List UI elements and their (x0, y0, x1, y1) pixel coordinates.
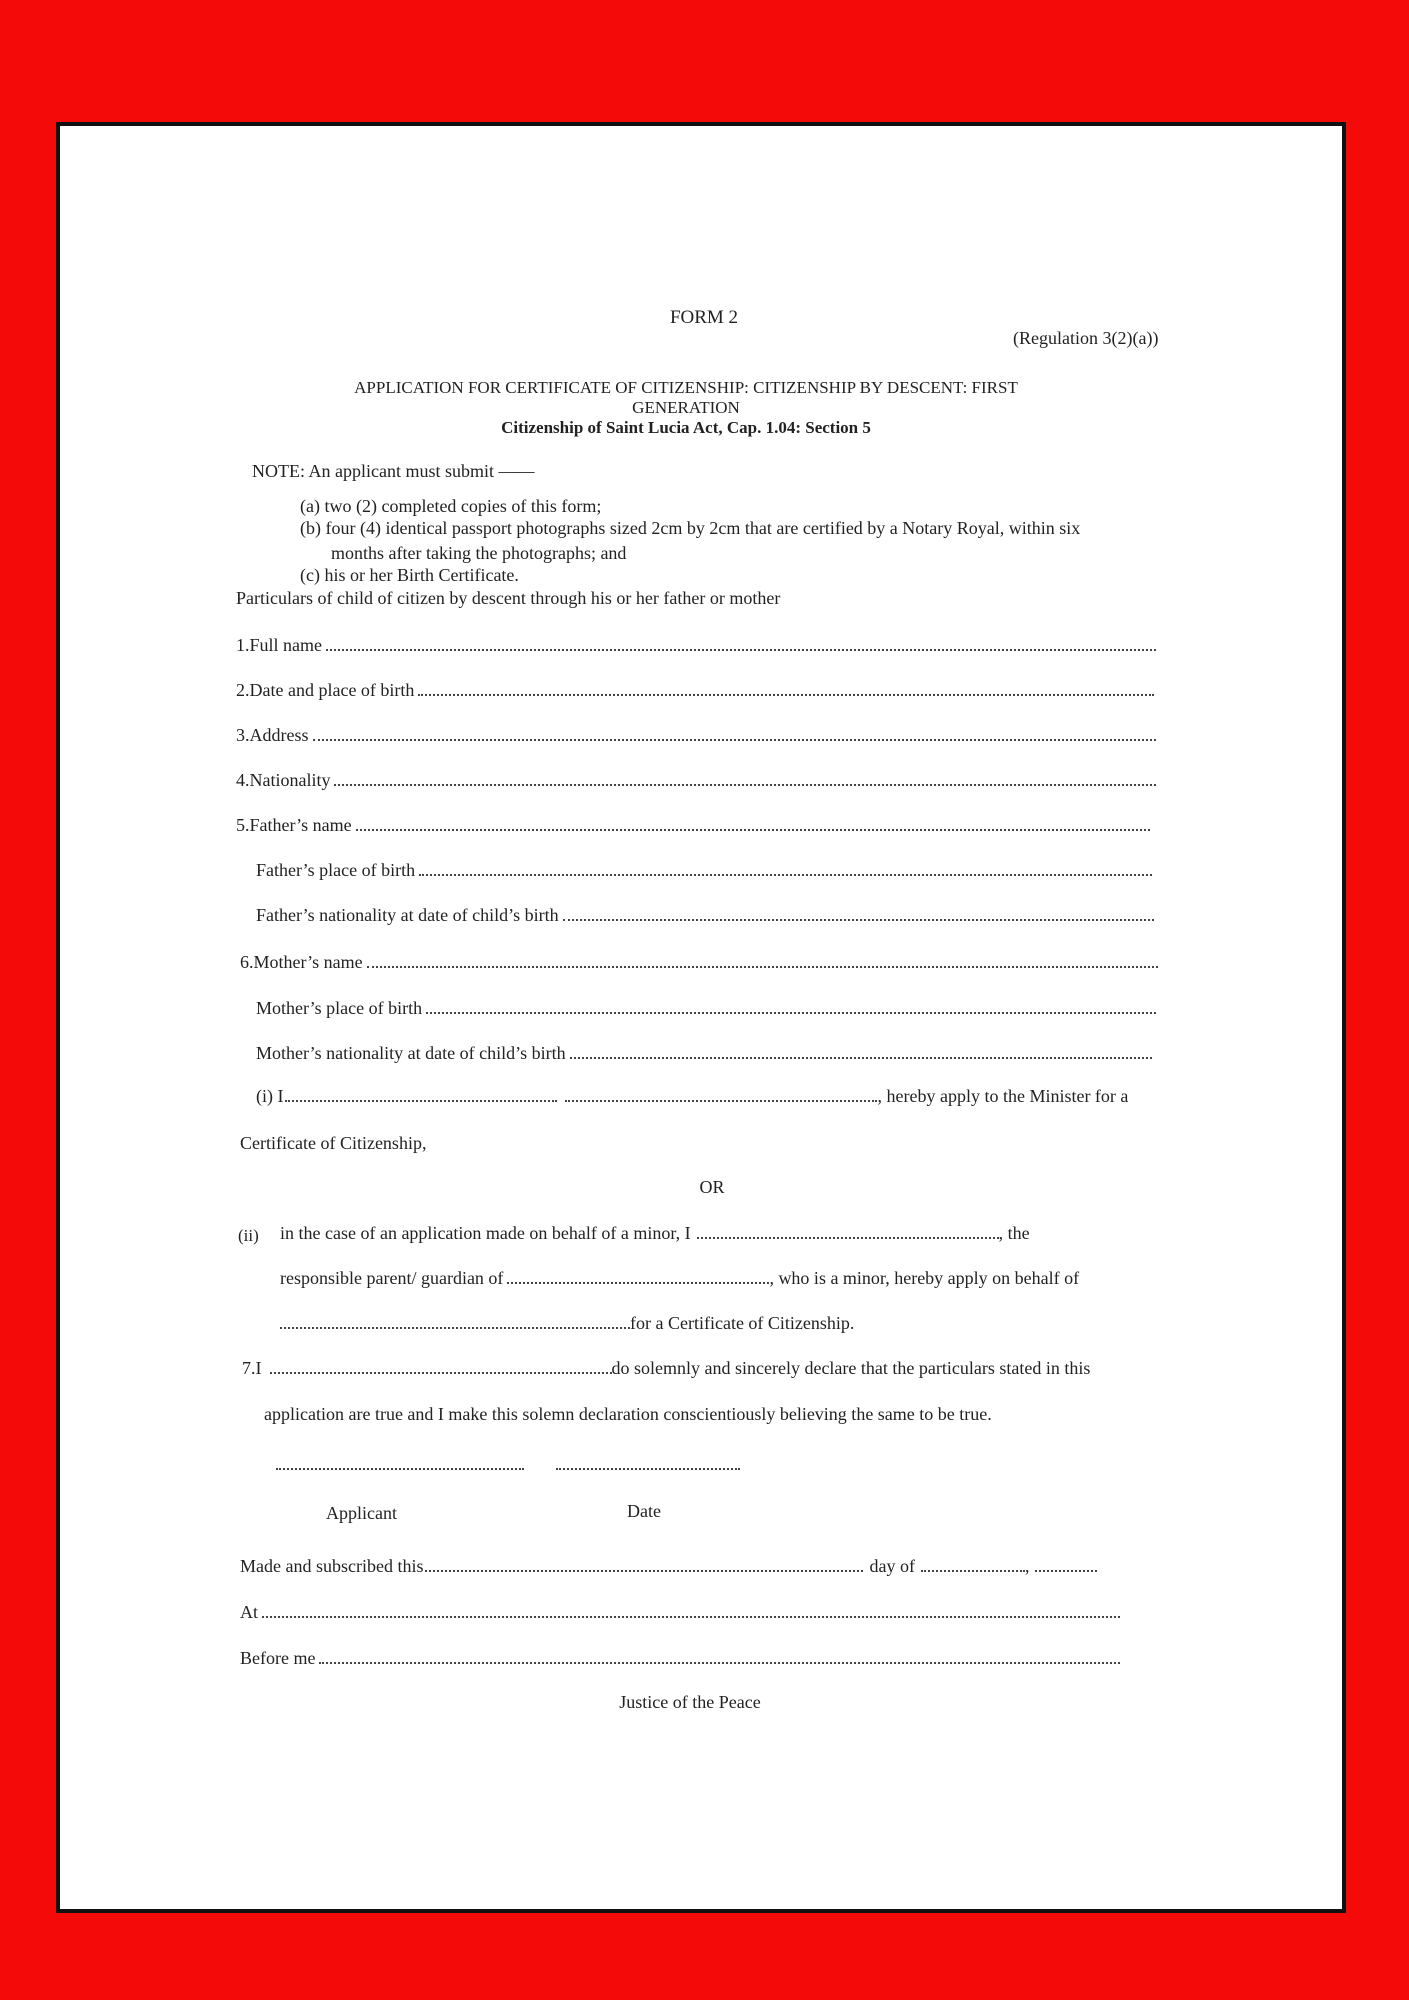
form-title: FORM 2 (669, 307, 739, 328)
made-subscribed-line (240, 1557, 1120, 1575)
form-heading-line2: GENERATION (632, 398, 740, 417)
made-day-blank[interactable] (425, 1566, 863, 1572)
address-field[interactable] (236, 726, 1156, 744)
particulars-heading: Particulars of child of citizen by descent through his or her father or mother (236, 588, 781, 608)
mothers-place-birth-field[interactable] (256, 999, 1156, 1017)
date-signature-line[interactable] (556, 1464, 740, 1470)
declaration-ii-minor-text: , who is a minor, hereby apply on behalf of (769, 1268, 1080, 1288)
month-blank[interactable] (921, 1566, 1025, 1572)
declaration-ii-suffix: , the (998, 1223, 1030, 1243)
declaration-ii-line3-text: for a Certificate of Citizenship. (630, 1313, 855, 1333)
date-place-birth-field[interactable] (236, 681, 1154, 699)
declaration-ii-line2 (280, 1269, 1126, 1287)
declaration-ii-guardian-text: responsible parent/ guardian of (280, 1268, 504, 1288)
note-item-c: (c) his or her Birth Certificate. (300, 565, 519, 585)
year-blank[interactable] (1035, 1566, 1097, 1572)
fathers-name-field[interactable] (236, 816, 1150, 834)
declaration-ii-line1 (280, 1224, 1126, 1242)
guardian-name-blank[interactable] (697, 1233, 999, 1239)
applicant-signature-line[interactable] (276, 1464, 524, 1470)
before-me-label: Before me (240, 1648, 316, 1668)
mothers-nationality-label: Mother’s nationality at date of child’s birth (256, 1043, 566, 1063)
justice-of-peace-caption: Justice of the Peace (619, 1692, 761, 1712)
date-caption: Date (627, 1501, 661, 1521)
or-separator: OR (699, 1177, 725, 1197)
declarant-name-blank[interactable] (270, 1368, 612, 1374)
made-subscribed-text: Made and subscribed this (240, 1556, 424, 1576)
fathers-nationality-label: Father’s nationality at date of child’s birth (256, 905, 559, 925)
at-label: At (240, 1602, 258, 1622)
declaration-ii-marker: (ii) (238, 1226, 259, 1245)
mothers-nationality-field[interactable] (256, 1044, 1152, 1062)
comma-text: , (1024, 1556, 1030, 1576)
fathers-nationality-field[interactable] (256, 906, 1154, 924)
note-item-a: (a) two (2) completed copies of this form; (300, 496, 602, 516)
section-7-line2: application are true and I make this solemn declaration conscientiously believing the same to be true. (264, 1404, 992, 1424)
mothers-place-birth-label: Mother’s place of birth (256, 998, 423, 1018)
day-of-text: day of (869, 1556, 915, 1576)
nationality-field[interactable] (236, 771, 1156, 789)
declaration-ii-text: in the case of an application made on behalf of a minor, I (280, 1223, 691, 1243)
form-subheading: Citizenship of Saint Lucia Act, Cap. 1.04: Section 5 (501, 418, 871, 437)
before-me-field[interactable] (240, 1649, 1120, 1667)
section-7-prefix: 7.I (242, 1358, 262, 1378)
declaration-i-suffix: , hereby apply to the Minister for a (877, 1086, 1129, 1106)
applicant-name-blank-2[interactable] (565, 1096, 877, 1102)
minor-name-blank[interactable] (507, 1278, 769, 1284)
section-7-line1 (242, 1359, 1142, 1377)
applicant-name-blank-1[interactable] (285, 1096, 557, 1102)
nationality-label: 4.Nationality (236, 770, 331, 790)
fathers-place-birth-field[interactable] (256, 861, 1152, 879)
at-field[interactable] (240, 1603, 1120, 1621)
mothers-name-label: 6.Mother’s name (240, 952, 363, 972)
section-7-text: do solemnly and sincerely declare that the particulars stated in this (611, 1358, 1091, 1378)
declaration-ii-line3 (280, 1314, 1000, 1332)
fathers-name-label: 5.Father’s name (236, 815, 352, 835)
date-place-birth-label: 2.Date and place of birth (236, 680, 415, 700)
behalf-of-blank[interactable] (280, 1323, 630, 1329)
declaration-i-prefix: (i) I (256, 1086, 284, 1106)
applicant-caption: Applicant (326, 1503, 397, 1523)
note-intro: NOTE: An applicant must submit —— (252, 461, 535, 481)
note-item-b: (b) four (4) identical passport photographs sized 2cm by 2cm that are certified by a Notary Royal, within six (300, 518, 1081, 538)
mothers-name-field[interactable] (240, 953, 1158, 971)
address-label: 3.Address (236, 725, 309, 745)
declaration-i (256, 1087, 1156, 1105)
form-heading-line1: APPLICATION FOR CERTIFICATE OF CITIZENSHIP: CITIZENSHIP BY DESCENT: FIRST (354, 378, 1018, 397)
declaration-i-line2: Certificate of Citizenship, (240, 1133, 427, 1153)
note-item-b-cont: months after taking the photographs; and (331, 543, 627, 563)
fathers-place-birth-label: Father’s place of birth (256, 860, 416, 880)
full-name-label: 1.Full name (236, 635, 322, 655)
full-name-field[interactable] (236, 636, 1156, 654)
regulation-reference: (Regulation 3(2)(a)) (1013, 328, 1159, 348)
